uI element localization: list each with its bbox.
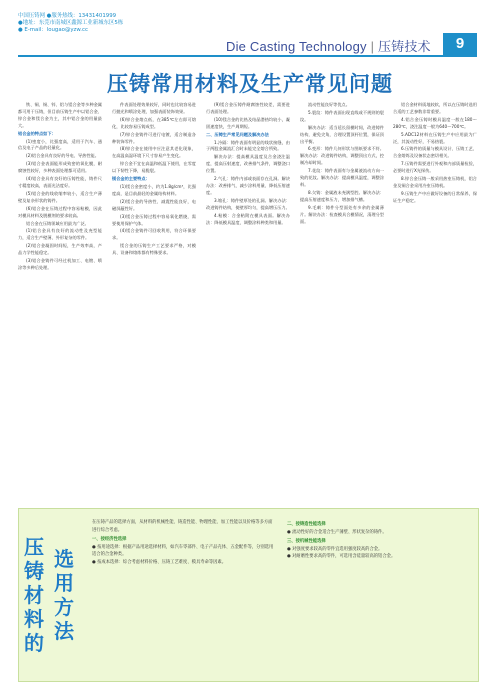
paragraph: (3)镁合金压铸过程中容易氧化燃烧，需要使用保护气体。 (112, 213, 196, 226)
paragraph: 解决办法：提高模具温度及合金浇注温度，提高压射速度，改善排气条件，调整浇口位置。 (206, 154, 290, 174)
paragraph: 9.压铸生产中应做好设备的日常保养，保证生产稳定。 (393, 190, 477, 203)
section-name: 压铸技术 (377, 39, 431, 54)
vertical-char: 料 (24, 607, 44, 631)
paragraph: 锌合金不宜在高温和低温下使用，在零度以下韧性下降，易脆裂。 (112, 161, 196, 174)
vertical-char: 压 (24, 535, 44, 559)
sidebar-left (92, 519, 275, 567)
paragraph: (2)铝合金具有良好的导电、导热性能。 (26, 153, 99, 159)
paragraph: 8.欠铸：金属液未充满型腔。解决办法：提高压射速度和压力，增加排气槽。 (300, 189, 384, 202)
paragraph: (10)镁合金的比热及结晶潜热均较小，凝固速度快，生产周期短。 (206, 116, 290, 129)
article-title: 压铸常用材料及生产常见问题 (107, 72, 393, 96)
paragraph: (1)镁合金密度小，约为1.8g/cm³，比强度高，是目前最轻的金属结构材料。 (112, 183, 196, 196)
paragraph: 铁、铜、锡、锌、铝与镁合金等多种金属都可用于压铸，但目前压铸生产中以铝合金、锌合金和镁合金为主，其中铝合金的用量最大。 (18, 102, 102, 128)
header-rule (18, 55, 477, 57)
sidebar-right (287, 519, 470, 561)
paragraph: (3)铝合金铸件可经过机加工、电镀、喷涂等多种后处理。 (18, 258, 102, 270)
column-5 (393, 102, 477, 502)
contact-info (18, 13, 123, 35)
paragraph: 5.裂纹：铸件表面出现直线或不规则的裂纹。 (300, 109, 384, 122)
paragraph: 铝合金在压铸领域应用最为广泛。 (26, 220, 89, 226)
article-body (18, 102, 477, 502)
paragraph: 3.缩孔：铸件壁厚处的孔洞。解决办法：改进铸件结构，使壁厚均匀，提高增压压力。 (206, 197, 290, 210)
magazine-title (226, 36, 431, 55)
sidebar-heading: 二、按铸造性能选择 (287, 522, 326, 527)
vertical-char: 的 (24, 631, 44, 655)
magazine-name: Die Casting Technology (226, 39, 367, 54)
paragraph: (6)锌合金熔点低，在385℃左右即可熔化，比较容易压铸成型。 (112, 116, 196, 129)
section-heading: 铝合金的特点如下： (18, 130, 56, 136)
paragraph: (7)锌合金铸件可进行电镀，适合制造各种装饰零件。 (112, 131, 196, 144)
vertical-char: 用 (54, 571, 74, 595)
column-2 (112, 102, 196, 502)
sidebar-text: ● 流动性好的合金适合生产薄壁、形状复杂的铸件。 (287, 529, 387, 535)
column-1 (18, 102, 102, 502)
paragraph: (2)镁合金的导热性、减震性能良好，电磁屏蔽性好。 (112, 198, 196, 211)
sidebar-heading: 三、按机械性能选择 (287, 539, 326, 545)
paragraph: (2)铝合金凝固时间短，生产效率高，产品力学性能稳定。 (18, 243, 102, 256)
vertical-char: 材 (24, 583, 44, 607)
vertical-char: 法 (54, 619, 74, 643)
paragraph: (3)铝合金表面能形成致密的氧化膜，耐腐蚀性较好，多种表面处理都可适用。 (18, 161, 102, 174)
header-line-2: ●地址：东莞市南城区鑫源工业新城东区5栋 (18, 20, 124, 27)
header-line-1: 中国压铸网 ●服务热线：13431401999 (18, 13, 117, 19)
title-separator: | (370, 39, 375, 54)
sidebar-heading: 一、按经济性选择 (92, 537, 127, 543)
paragraph: 8.锌合金压铸一般采用热室压铸机，铝合金及铜合金采用冷室压铸机。 (393, 176, 477, 188)
paragraph: (4)铝合金具有良好的压铸性能，铸件尺寸精度较高，表面光洁度好。 (18, 176, 102, 188)
paragraph: 件表面处理效果较好，同时也比较容易进行抛光和喷涂处理，加强表面装饰效果。 (112, 102, 196, 114)
paragraph: 5.ADC12材料在压铸生产中应用最为广泛，其流动性好，不易热裂。 (393, 131, 477, 144)
header-line-3: ● E-mail：lougao@yzw.cc (18, 27, 88, 34)
paragraph: (4)镁合金铸件可回收利用，符合环保要求。 (112, 228, 196, 241)
vertical-char: 选 (54, 547, 74, 571)
sidebar-text: ● 对强度要求较高的零件宜选用强度较高的合金。 (287, 546, 383, 552)
paragraph: (9)镁合金压铸件耐腐蚀性较差，需要进行表面处理。 (206, 102, 290, 114)
section-heading: 二、压铸生产常见问题及解决办法 (206, 131, 269, 137)
paragraph: 6.压铸件的质量与模具设计、压铸工艺、合金熔炼及设备状态密切相关。 (393, 146, 477, 159)
section-heading: 镁合金的主要特点： (112, 176, 150, 182)
paragraph: 7.花纹：铸件表面有与金属液流动方向一致的花纹。解决办法：提高模具温度，调整涂料。 (300, 168, 384, 187)
sidebar-text: ● 按用途选择：根据产品用途选择材料，如汽车零部件、电子产品壳体、五金配件等，分别选用适合的合金种类。 (92, 544, 274, 558)
sidebar-text: ● 对耐磨性要求高的零件，可选用含硅量较高的铝合金。 (287, 554, 396, 560)
paragraph: 9.毛刺：铸件分型面处有多余的金属薄片。解决办法：检查模具合模情况，清理分型面。 (300, 204, 384, 224)
paragraph: 1.冷隔：铸件表面有明显的线状接缝，由于两股金属流汇合时未能完全熔合所致。 (206, 139, 290, 152)
page-header (0, 0, 500, 56)
paragraph: 2.气孔：铸件内部或表面存在孔洞。解决办法：改善排气、减少涂料用量、降低压射速度。 (206, 176, 290, 195)
sidebar-intro: 在压铸产品的选择方面，从材料的机械性能、铸造性能、物理性能、加工性能以及价格等多方面进行综合考虑。 (92, 520, 273, 533)
paragraph: (1)密度小，比强度高，适用于汽车、通信及电子产品的轻量化。 (18, 138, 102, 151)
paragraph: (5)铝合金的线收缩率较小，适合生产薄壁及复杂形状的铸件。 (18, 190, 102, 203)
paragraph: (8)锌合金在使用中应注意其老化现象，在高温高湿环境下尺寸容易产生变化。 (112, 146, 196, 159)
vertical-char: 铸 (24, 559, 44, 583)
paragraph: 4.粘模：合金粘附在模具表面。解决办法：降低模具温度，调整涂料种类和用量。 (206, 212, 290, 225)
paragraph: 镁合金的压铸生产工艺要求严格，对模具、设备和熔炼都有特殊要求。 (112, 243, 196, 256)
paragraph: (6)铝合金在压铸过程中容易粘模，因此对模具材料及脱模剂的要求较高。 (18, 205, 102, 218)
paragraph: 铝合金材料质地较软，所以在压铸时选用合适的工艺参数非常重要。 (393, 102, 477, 114)
paragraph: 7.压铸件需要进行外观和内部质量检验，必要时进行X光探伤。 (393, 161, 477, 174)
paragraph: (1)铝合金具有良好的流动性及充型能力，适合生产壁薄、外形复杂的零件。 (18, 228, 102, 241)
paragraph: 6.变形：铸件几何形状与图纸要求不符。解决办法：改进铸件结构，调整顶出方式，控制冷却时间。 (300, 146, 384, 166)
vertical-char: 方 (54, 595, 74, 619)
paragraph: 解决办法：适当延长留模时间，改进铸件结构，避免尖角，合理设置顶杆位置，保证顶出平衡。 (300, 124, 384, 144)
paragraph: 流动性能良好等优点。 (308, 102, 350, 107)
page-number: 9 (443, 33, 477, 55)
paragraph: 4.铝合金压铸时模具温度一般在180～280℃，浇注温度一般为640～700℃。 (393, 116, 477, 129)
column-4 (300, 102, 384, 502)
sidebar-text: ● 按成本选择：综合考虑材料价格、压铸工艺难度、模具寿命等因素。 (92, 559, 227, 565)
column-3 (206, 102, 290, 502)
